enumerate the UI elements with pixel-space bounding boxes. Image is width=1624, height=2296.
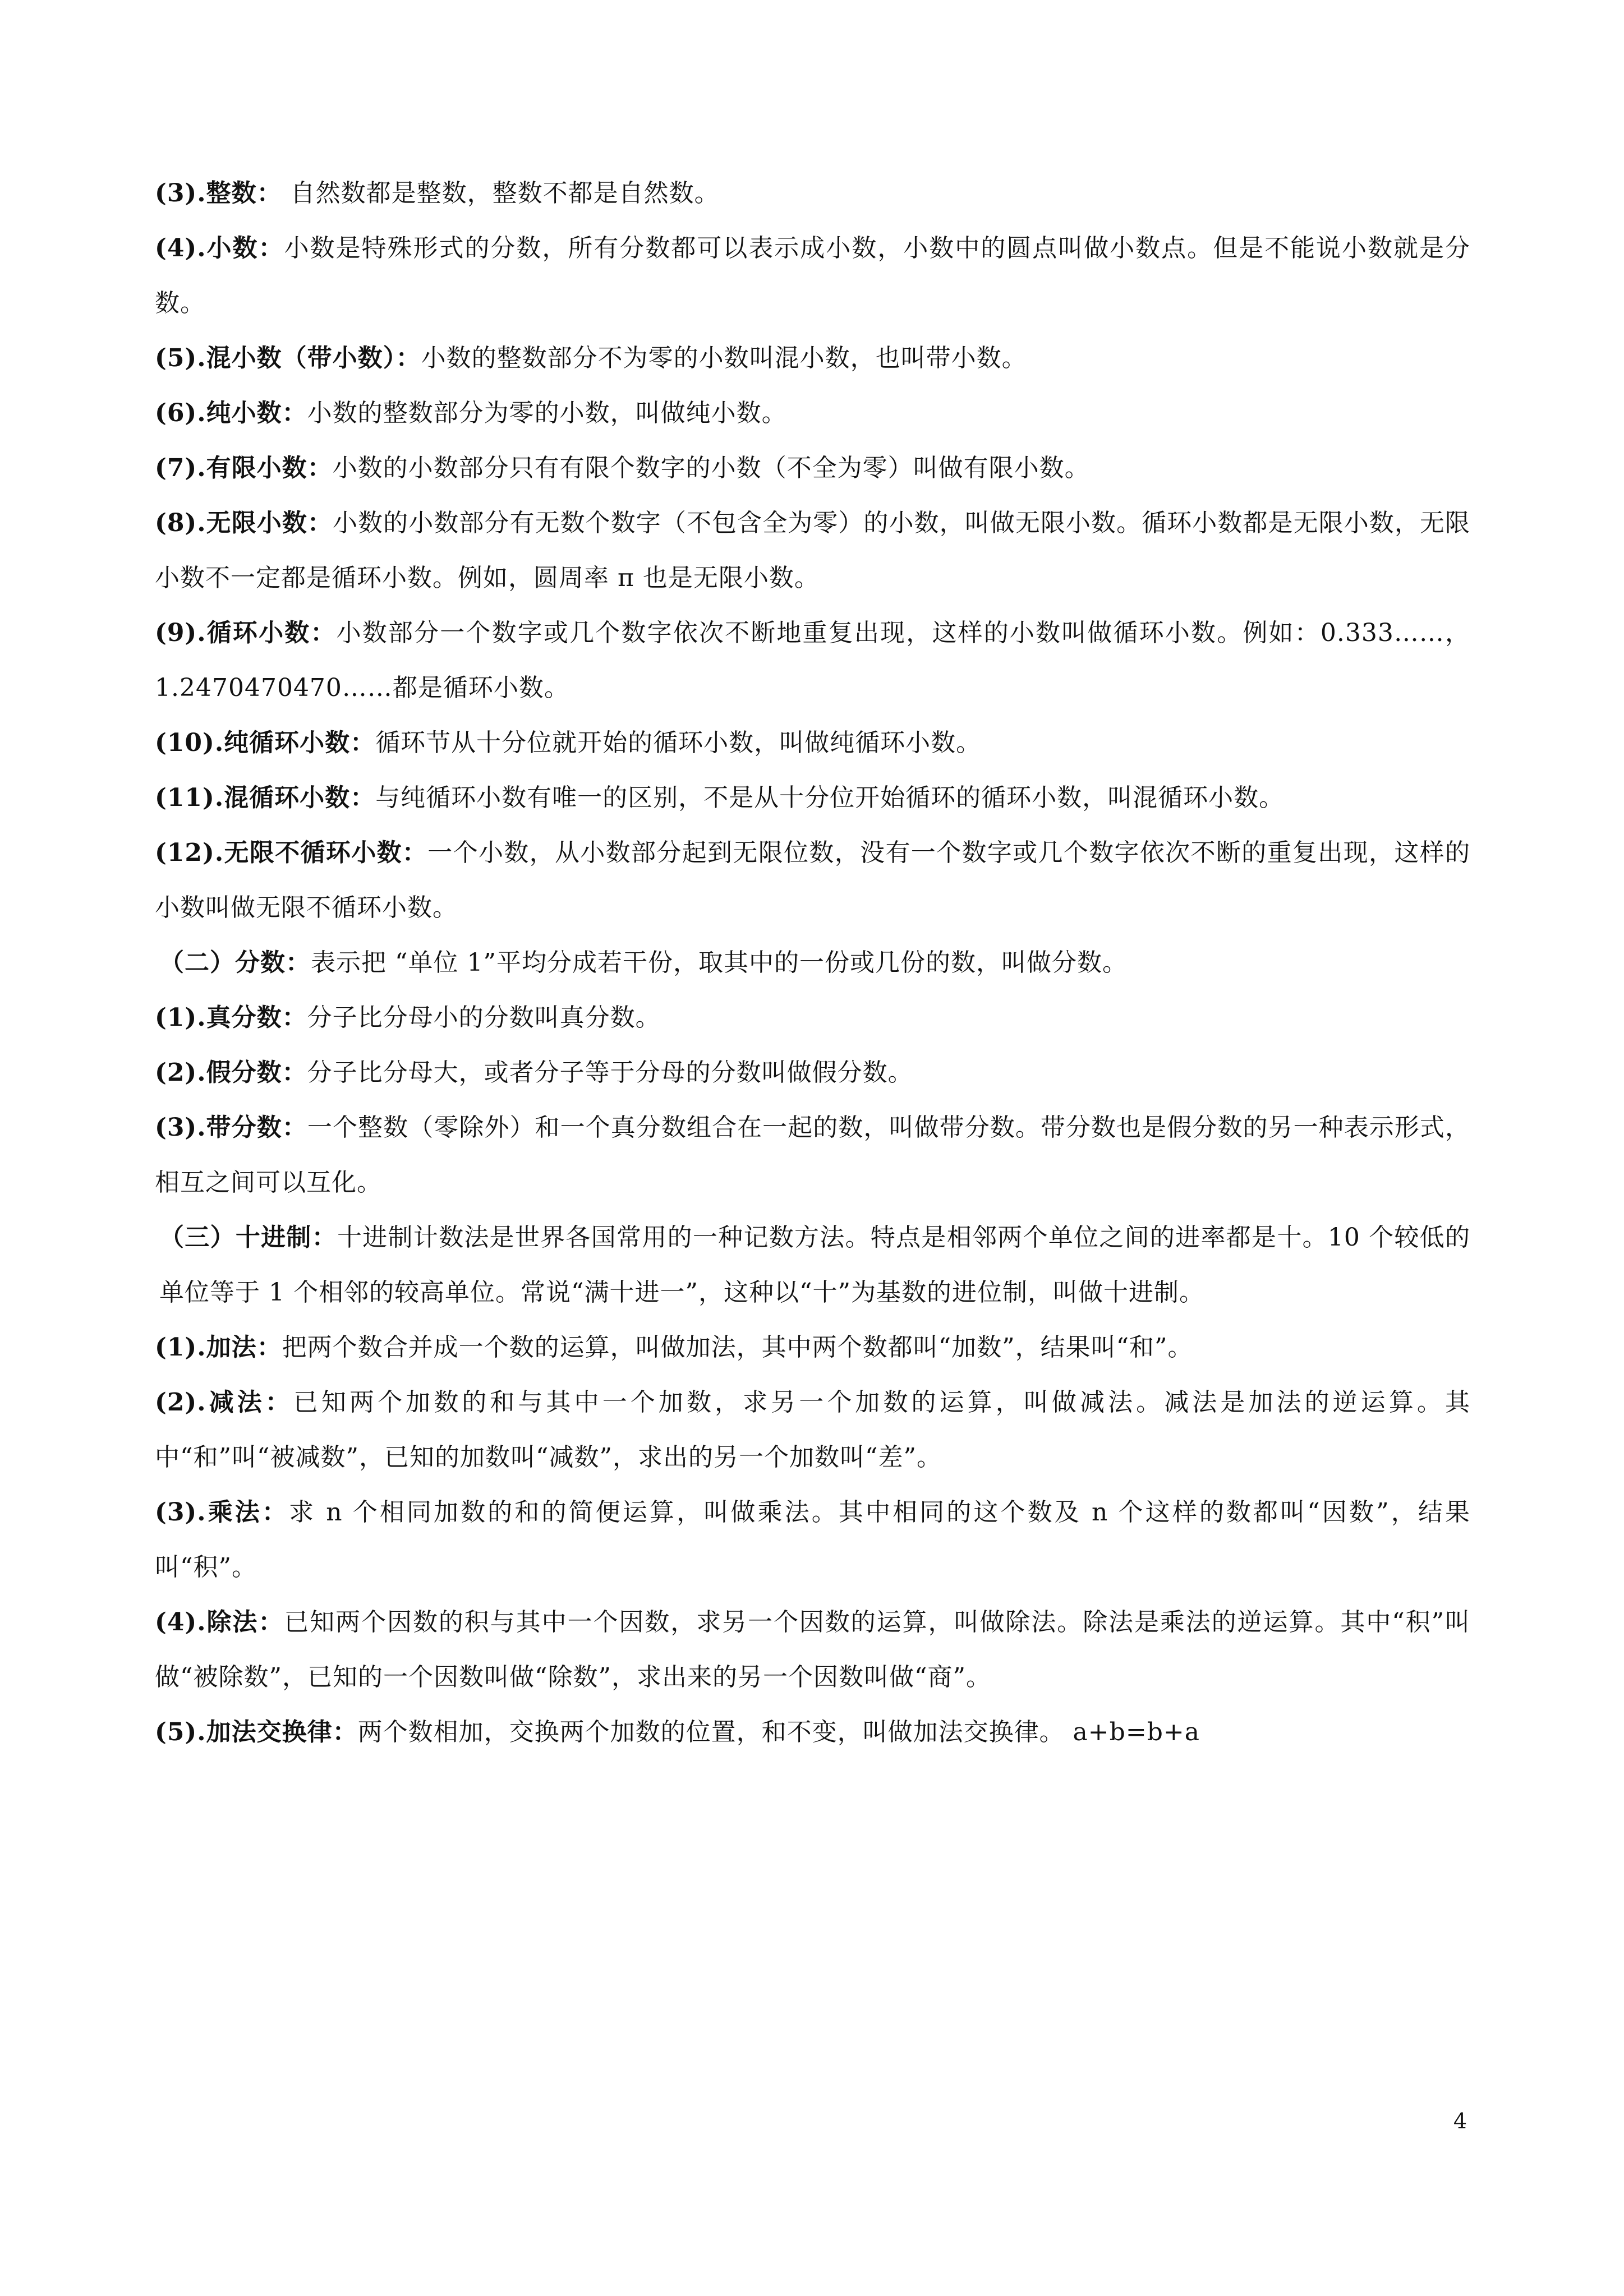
paragraph-subtraction (155, 1375, 1470, 1485)
term-definition: 自然数都是整数，整数不都是自然数。 (282, 179, 720, 208)
paragraph-pure-repeating-decimal (155, 716, 1470, 771)
term-definition: 求 n 个相同加数的和的简便运算，叫做乘法。其中相同的这个数及 n 个这样的数都叫“因数”，结果叫“积”。 (155, 1498, 1470, 1582)
term-label: (9).循环小数： (155, 619, 337, 647)
section-fraction (155, 935, 1470, 990)
term-definition: 小数的整数部分为零的小数，叫做纯小数。 (307, 399, 787, 427)
section-definition: 十进制计数法是世界各国常用的一种记数方法。特点是相邻两个单位之间的进率都是十。10 个较低的单位等于 1 个相邻的较高单位。常说“满十进一”，这种以“十”为基数的进位制，叫做十进制。 (159, 1223, 1470, 1307)
paragraph-decimal (155, 221, 1470, 331)
term-definition: 两个数相加，交换两个加数的位置，和不变，叫做加法交换律。 a+b=b+a (357, 1718, 1200, 1746)
term-label: (5).混小数（带小数）： (155, 344, 421, 372)
term-label: (12).无限不循环小数： (155, 838, 428, 867)
term-label: (10).纯循环小数： (155, 729, 376, 757)
term-definition: 已知两个加数的和与其中一个加数，求另一个加数的运算，叫做减法。减法是加法的逆运算。其中“和”叫“被减数”，已知的加数叫“减数”，求出的另一个加数叫“差”。 (155, 1388, 1470, 1472)
paragraph-repeating-decimal (155, 606, 1470, 716)
term-definition: 分子比分母小的分数叫真分数。 (307, 1003, 661, 1032)
paragraph-mixed-repeating-decimal (155, 771, 1470, 826)
term-definition: 一个小数，从小数部分起到无限位数，没有一个数字或几个数字依次不断的重复出现，这样的小数叫做无限不循环小数。 (155, 838, 1471, 922)
term-definition: 循环节从十分位就开始的循环小数，叫做纯循环小数。 (375, 729, 982, 757)
term-label: (7).有限小数： (155, 454, 333, 482)
document-body (155, 166, 1470, 1760)
term-label: (3).整数： (155, 179, 282, 208)
section-decimal-system (155, 1210, 1470, 1320)
term-definition: 分子比分母大，或者分子等于分母的分数叫做假分数。 (307, 1058, 913, 1087)
term-label: (5).加法交换律： (155, 1718, 358, 1746)
paragraph-finite-decimal (155, 441, 1470, 496)
page-number: 4 (1453, 2109, 1467, 2133)
term-definition: 小数的小数部分有无数个数字（不包含全为零）的小数，叫做无限小数。循环小数都是无限小数，无限小数不一定都是循环小数。例如，圆周率 π 也是无限小数。 (155, 509, 1470, 592)
term-definition: 一个整数（零除外）和一个真分数组合在一起的数，叫做带分数。带分数也是假分数的另一种表示形式，相互之间可以互化。 (155, 1113, 1470, 1197)
term-label: (8).无限小数： (155, 509, 333, 537)
term-definition: 已知两个因数的积与其中一个因数，求另一个因数的运算，叫做除法。除法是乘法的逆运算。其中“积”叫做“被除数”，已知的一个因数叫做“除数”，求出来的另一个因数叫做“商”。 (155, 1608, 1471, 1691)
paragraph-division (155, 1595, 1470, 1705)
term-label: (4).小数： (155, 234, 284, 262)
term-label: (1).加法： (155, 1333, 282, 1362)
section-label: （三）十进制： (159, 1223, 337, 1252)
term-label: (1).真分数： (155, 1003, 307, 1032)
term-label: (11).混循环小数： (155, 783, 376, 812)
paragraph-pure-decimal (155, 386, 1470, 441)
section-definition: 表示把 “单位 1”平均分成若干份，取其中的一份或几份的数，叫做分数。 (311, 948, 1128, 977)
paragraph-irrational-decimal (155, 826, 1470, 935)
term-definition: 与纯循环小数有唯一的区别，不是从十分位开始循环的循环小数，叫混循环小数。 (375, 783, 1285, 812)
section-label: （二）分数： (159, 948, 311, 977)
term-definition: 小数的小数部分只有有限个数字的小数（不全为零）叫做有限小数。 (332, 454, 1090, 482)
paragraph-multiplication (155, 1485, 1470, 1595)
paragraph-commutative-law (155, 1705, 1470, 1760)
paragraph-infinite-decimal (155, 496, 1470, 606)
term-label: (6).纯小数： (155, 399, 307, 427)
paragraph-improper-fraction (155, 1045, 1470, 1100)
paragraph-addition (155, 1320, 1470, 1375)
paragraph-proper-fraction (155, 990, 1470, 1045)
paragraph-mixed-number (155, 1100, 1470, 1210)
term-definition: 小数是特殊形式的分数，所有分数都可以表示成小数，小数中的圆点叫做小数点。但是不能说小数就是分数。 (155, 234, 1470, 317)
term-label: (2).假分数： (155, 1058, 307, 1087)
term-label: (3).乘法： (155, 1498, 289, 1527)
paragraph-mixed-decimal (155, 331, 1470, 386)
paragraph-integer (155, 166, 1470, 221)
term-label: (4).除法： (155, 1608, 284, 1636)
term-definition: 小数的整数部分不为零的小数叫混小数，也叫带小数。 (421, 344, 1027, 372)
term-definition: 小数部分一个数字或几个数字依次不断地重复出现，这样的小数叫做循环小数。例如：0.333……，1.2470470470……都是循环小数。 (155, 619, 1470, 702)
term-label: (3).带分数： (155, 1113, 307, 1142)
term-definition: 把两个数合并成一个数的运算，叫做加法，其中两个数都叫“加数”，结果叫“和”。 (282, 1333, 1193, 1362)
term-label: (2).减法： (155, 1388, 293, 1417)
